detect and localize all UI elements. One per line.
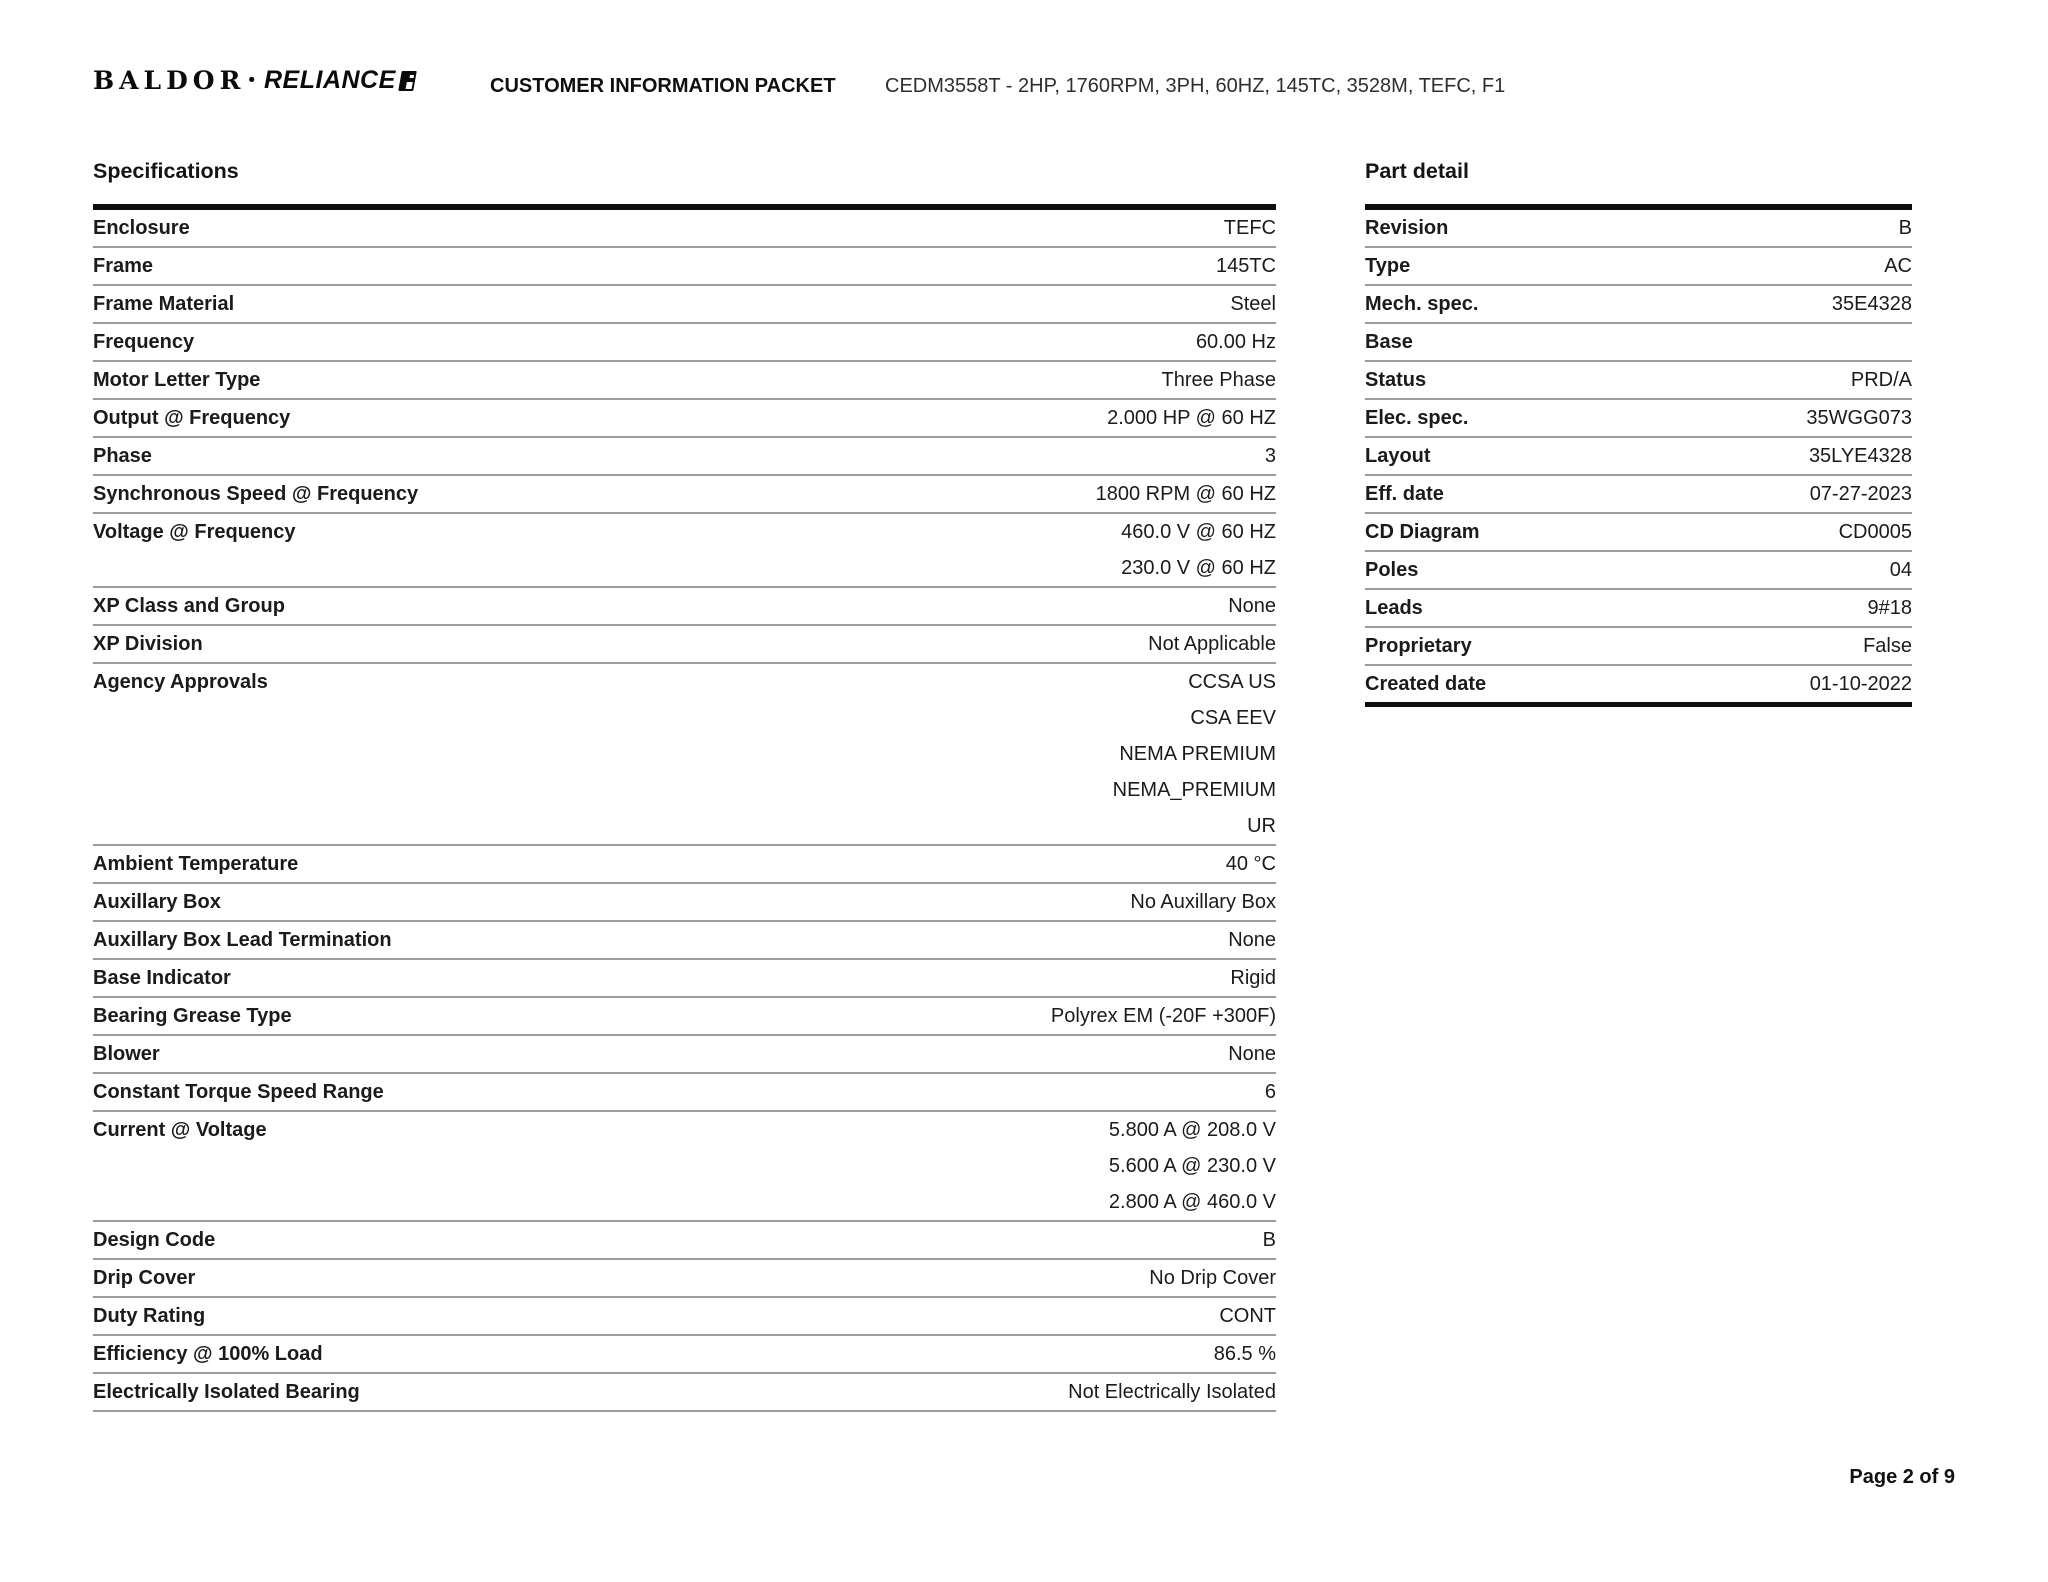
row-value-line: 35LYE4328 [1808, 445, 1912, 467]
row-label: Bearing Grease Type [93, 1005, 292, 1027]
row-label: XP Class and Group [93, 595, 285, 617]
row-value [1884, 248, 1912, 284]
specification-row [93, 324, 1276, 362]
row-value-line: 07-27-2023 [1809, 483, 1912, 505]
page-number: Page 2 of 9 [1849, 1466, 1955, 1488]
specification-row [93, 1222, 1276, 1260]
row-label: CD Diagram [1365, 521, 1480, 543]
specification-row [93, 960, 1276, 998]
row-value [1265, 438, 1276, 474]
part-detail-row [1365, 400, 1912, 438]
part-detail-row [1365, 476, 1912, 514]
row-value [1214, 1336, 1276, 1372]
part-detail-row [1365, 210, 1912, 248]
row-label: Ambient Temperature [93, 853, 299, 875]
row-label: Duty Rating [93, 1305, 206, 1327]
row-value-line: CCSA US [1188, 671, 1276, 693]
row-label: Frame Material [93, 293, 235, 315]
row-label: Eff. date [1365, 483, 1444, 505]
row-value-line: 145TC [1215, 255, 1276, 277]
row-value [1149, 1260, 1276, 1296]
row-value-line: 35WGG073 [1806, 407, 1912, 429]
specification-row [93, 286, 1276, 324]
logo-dot-icon: • [248, 69, 255, 91]
row-value-line: Not Applicable [1148, 633, 1276, 655]
row-label: Layout [1365, 445, 1431, 467]
row-value-line: B [1898, 217, 1912, 239]
row-value [1809, 438, 1912, 474]
row-value-line: 60.00 Hz [1195, 331, 1276, 353]
row-value-line: 5.800 A @ 208.0 V [1108, 1119, 1276, 1141]
row-label: Electrically Isolated Bearing [93, 1381, 360, 1403]
row-label: Agency Approvals [93, 671, 268, 693]
specification-row [93, 438, 1276, 476]
part-detail-row [1365, 362, 1912, 400]
row-value-line: NEMA_PREMIUM [1112, 779, 1276, 801]
row-value [1868, 590, 1913, 626]
row-value [1068, 1374, 1276, 1410]
row-value-line: UR [1247, 815, 1276, 837]
row-value-line: Polyrex EM (-20F +300F) [1050, 1005, 1276, 1027]
row-value [1851, 362, 1912, 398]
row-label: Phase [93, 445, 152, 467]
row-label: Efficiency @ 100% Load [93, 1343, 323, 1365]
row-value-line: CONT [1219, 1305, 1276, 1327]
row-label: Current @ Voltage [93, 1119, 267, 1141]
specification-row [93, 626, 1276, 664]
row-value [1113, 664, 1276, 844]
row-value [1196, 324, 1276, 360]
row-label: Output @ Frequency [93, 407, 291, 429]
row-value-line: None [1228, 595, 1276, 617]
specification-row [93, 1374, 1276, 1412]
row-label: Enclosure [93, 217, 190, 239]
row-value-line: TEFC [1223, 217, 1276, 239]
row-label: Base [1365, 331, 1413, 353]
row-value [1107, 400, 1276, 436]
specification-row [93, 1074, 1276, 1112]
row-label: Elec. spec. [1365, 407, 1469, 429]
row-value [1806, 400, 1912, 436]
row-value-line: False [1863, 635, 1912, 657]
row-value [1839, 514, 1912, 550]
part-description: CEDM3558T - 2HP, 1760RPM, 3PH, 60HZ, 145TC, 3528M, TEFC, F1 [885, 75, 1506, 97]
row-value [1051, 998, 1276, 1034]
logo-reliance-text: RELIANCE [264, 66, 396, 94]
row-label: Voltage @ Frequency [93, 521, 296, 543]
specification-row [93, 884, 1276, 922]
row-value [1890, 552, 1912, 588]
specification-row [93, 1336, 1276, 1374]
row-label: Blower [93, 1043, 160, 1065]
row-value [1810, 666, 1912, 702]
part-detail-row [1365, 590, 1912, 628]
row-value [1109, 1112, 1276, 1220]
part-detail-row [1365, 324, 1912, 362]
specification-row [93, 922, 1276, 960]
specification-row [93, 846, 1276, 884]
row-value [1096, 476, 1276, 512]
row-label: Poles [1365, 559, 1419, 581]
part-detail-row [1365, 666, 1912, 702]
row-label: XP Division [93, 633, 203, 655]
row-value-line: Three Phase [1161, 369, 1276, 391]
part-detail-row [1365, 286, 1912, 324]
row-value-line: Rigid [1230, 967, 1276, 989]
specifications-table [93, 204, 1276, 1412]
row-value [1228, 1036, 1276, 1072]
logo-baldor-text: BALDOR [93, 66, 246, 95]
row-value [1810, 476, 1912, 512]
row-value-line: CD0005 [1838, 521, 1912, 543]
specification-row [93, 476, 1276, 514]
part-detail-section [1365, 158, 1912, 707]
specifications-section [93, 158, 1276, 1412]
document-title: CUSTOMER INFORMATION PACKET [490, 75, 836, 97]
logo-trademark-icon [398, 71, 417, 91]
row-label: Base Indicator [93, 967, 231, 989]
row-label: Status [1365, 369, 1427, 391]
brand-logo [93, 66, 415, 95]
row-value-line: PRD/A [1850, 369, 1912, 391]
specification-row [93, 1112, 1276, 1222]
row-label: Revision [1365, 217, 1449, 239]
row-value-line: No Auxillary Box [1130, 891, 1276, 913]
row-value [1863, 628, 1912, 664]
part-detail-row [1365, 514, 1912, 552]
row-value-line: 230.0 V @ 60 HZ [1121, 557, 1276, 579]
part-detail-table [1365, 204, 1912, 707]
row-value [1899, 210, 1912, 246]
row-value [1161, 362, 1276, 398]
specification-row [93, 664, 1276, 846]
specification-row [93, 588, 1276, 626]
row-value-line: 04 [1889, 559, 1912, 581]
row-value [1226, 846, 1276, 882]
specifications-title: Specifications [93, 159, 239, 183]
row-value-line: AC [1884, 255, 1912, 277]
row-label: Auxillary Box [93, 891, 221, 913]
row-value-line: 86.5 % [1213, 1343, 1276, 1365]
row-label: Constant Torque Speed Range [93, 1081, 384, 1103]
specification-row [93, 1298, 1276, 1336]
row-label: Motor Letter Type [93, 369, 261, 391]
part-detail-row [1365, 628, 1912, 666]
row-label: Type [1365, 255, 1411, 277]
row-value-line: 40 °C [1225, 853, 1276, 875]
row-value [1224, 210, 1276, 246]
row-label: Leads [1365, 597, 1423, 619]
specification-row [93, 400, 1276, 438]
row-value [1148, 626, 1276, 662]
row-value [1121, 514, 1276, 586]
row-value-line: Not Electrically Isolated [1068, 1381, 1276, 1403]
row-value-line: No Drip Cover [1149, 1267, 1276, 1289]
part-detail-row [1365, 248, 1912, 286]
row-label: Mech. spec. [1365, 293, 1479, 315]
row-value-line: 5.600 A @ 230.0 V [1108, 1155, 1276, 1177]
row-value-line: 35E4328 [1831, 293, 1912, 315]
row-value-line: CSA EEV [1190, 707, 1276, 729]
row-value-line: None [1228, 1043, 1276, 1065]
row-value [1230, 960, 1276, 996]
row-label: Frequency [93, 331, 195, 353]
row-value-line: 2.800 A @ 460.0 V [1108, 1191, 1276, 1213]
row-label: Created date [1365, 673, 1487, 695]
specification-row [93, 248, 1276, 286]
row-value-line: NEMA PREMIUM [1119, 743, 1276, 765]
row-label: Auxillary Box Lead Termination [93, 929, 392, 951]
row-value [1216, 248, 1276, 284]
row-label: Drip Cover [93, 1267, 196, 1289]
row-value-line: B [1262, 1229, 1276, 1251]
specification-row [93, 1260, 1276, 1298]
row-value-line: 2.000 HP @ 60 HZ [1107, 407, 1276, 429]
row-label: Proprietary [1365, 635, 1472, 657]
specification-row [93, 1036, 1276, 1074]
row-value [1265, 1074, 1276, 1110]
row-value [1230, 286, 1276, 322]
row-value-line: 460.0 V @ 60 HZ [1121, 521, 1276, 543]
row-value [1228, 922, 1276, 958]
row-value [1263, 1222, 1276, 1258]
row-value [1130, 884, 1276, 920]
row-value [1219, 1298, 1276, 1334]
row-value-line: 01-10-2022 [1809, 673, 1912, 695]
row-value [1832, 286, 1912, 322]
part-detail-row [1365, 438, 1912, 476]
row-label: Synchronous Speed @ Frequency [93, 483, 419, 505]
specification-row [93, 362, 1276, 400]
part-detail-row [1365, 552, 1912, 590]
part-detail-title: Part detail [1365, 159, 1469, 183]
row-value [1228, 588, 1276, 624]
row-value-line: 1800 RPM @ 60 HZ [1095, 483, 1276, 505]
specification-row [93, 998, 1276, 1036]
row-value-line: 9#18 [1867, 597, 1912, 619]
row-value-line: Steel [1230, 293, 1276, 315]
row-label: Design Code [93, 1229, 216, 1251]
row-value-line: 6 [1264, 1081, 1276, 1103]
row-value-line: 3 [1264, 445, 1276, 467]
row-value-line: None [1228, 929, 1276, 951]
specification-row [93, 514, 1276, 588]
specification-row [93, 210, 1276, 248]
row-label: Frame [93, 255, 154, 277]
